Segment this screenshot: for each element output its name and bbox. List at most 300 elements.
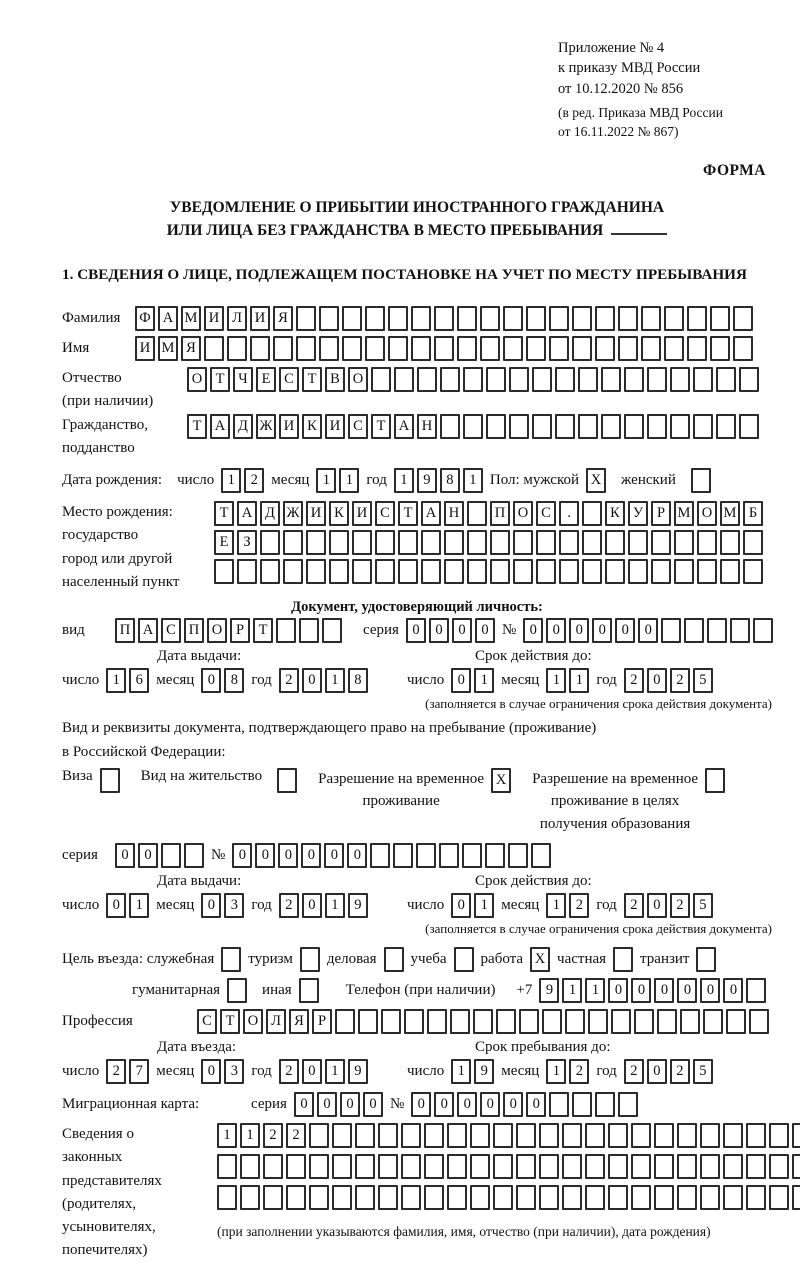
char-cell[interactable]: 1 <box>394 468 414 493</box>
char-cell[interactable] <box>677 1185 697 1210</box>
char-cell[interactable]: Я <box>273 306 293 331</box>
char-cell[interactable] <box>705 768 725 793</box>
char-cell[interactable] <box>434 336 454 361</box>
char-cell[interactable] <box>769 1185 789 1210</box>
char-cell[interactable]: 2 <box>624 668 644 693</box>
char-cell[interactable]: X <box>530 947 550 972</box>
char-cell[interactable] <box>378 1154 398 1179</box>
char-cell[interactable] <box>384 947 404 972</box>
char-cell[interactable]: 8 <box>440 468 460 493</box>
char-cell[interactable] <box>447 1123 467 1148</box>
char-cell[interactable] <box>743 530 763 555</box>
char-cell[interactable]: 2 <box>286 1123 306 1148</box>
char-cell[interactable] <box>555 414 575 439</box>
char-cell[interactable]: 0 <box>647 668 667 693</box>
char-cell[interactable] <box>565 1009 585 1034</box>
char-cell[interactable] <box>661 618 681 643</box>
char-cell[interactable] <box>486 414 506 439</box>
char-cell[interactable] <box>572 306 592 331</box>
char-cell[interactable] <box>424 1123 444 1148</box>
char-cell[interactable]: О <box>697 501 717 526</box>
char-cell[interactable] <box>388 336 408 361</box>
char-cell[interactable]: 0 <box>631 978 651 1003</box>
char-cell[interactable] <box>680 1009 700 1034</box>
char-cell[interactable]: К <box>329 501 349 526</box>
char-cell[interactable] <box>549 306 569 331</box>
char-cell[interactable]: 0 <box>434 1092 454 1117</box>
char-cell[interactable] <box>100 768 120 793</box>
char-cell[interactable] <box>463 414 483 439</box>
char-cell[interactable] <box>329 559 349 584</box>
char-cell[interactable]: X <box>586 468 606 493</box>
char-cell[interactable] <box>486 367 506 392</box>
char-cell[interactable] <box>716 367 736 392</box>
char-cell[interactable] <box>753 618 773 643</box>
char-cell[interactable]: И <box>204 306 224 331</box>
char-cell[interactable]: 8 <box>224 668 244 693</box>
char-cell[interactable]: 5 <box>693 1059 713 1084</box>
char-cell[interactable] <box>531 843 551 868</box>
char-cell[interactable] <box>647 367 667 392</box>
char-cell[interactable] <box>463 367 483 392</box>
char-cell[interactable]: А <box>421 501 441 526</box>
char-cell[interactable]: О <box>207 618 227 643</box>
char-cell[interactable]: Ж <box>256 414 276 439</box>
char-cell[interactable] <box>332 1154 352 1179</box>
char-cell[interactable]: Д <box>233 414 253 439</box>
char-cell[interactable]: О <box>348 367 368 392</box>
char-cell[interactable] <box>404 1009 424 1034</box>
char-cell[interactable] <box>513 559 533 584</box>
char-cell[interactable]: 0 <box>677 978 697 1003</box>
char-cell[interactable] <box>496 1009 516 1034</box>
char-cell[interactable] <box>700 1185 720 1210</box>
char-cell[interactable]: Е <box>214 530 234 555</box>
char-cell[interactable]: 0 <box>569 618 589 643</box>
char-cell[interactable]: Я <box>289 1009 309 1034</box>
char-cell[interactable] <box>674 559 694 584</box>
char-cell[interactable]: 0 <box>201 1059 221 1084</box>
char-cell[interactable] <box>306 530 326 555</box>
char-cell[interactable]: О <box>187 367 207 392</box>
char-cell[interactable] <box>355 1185 375 1210</box>
char-cell[interactable] <box>161 843 181 868</box>
char-cell[interactable] <box>184 843 204 868</box>
char-cell[interactable] <box>493 1185 513 1210</box>
char-cell[interactable] <box>217 1154 237 1179</box>
char-cell[interactable] <box>743 559 763 584</box>
char-cell[interactable] <box>493 1154 513 1179</box>
char-cell[interactable] <box>467 559 487 584</box>
char-cell[interactable]: Н <box>417 414 437 439</box>
char-cell[interactable] <box>519 1009 539 1034</box>
char-cell[interactable] <box>503 306 523 331</box>
char-cell[interactable] <box>434 306 454 331</box>
char-cell[interactable]: 0 <box>115 843 135 868</box>
char-cell[interactable] <box>605 530 625 555</box>
char-cell[interactable] <box>393 843 413 868</box>
char-cell[interactable] <box>283 530 303 555</box>
char-cell[interactable] <box>641 306 661 331</box>
char-cell[interactable] <box>378 1185 398 1210</box>
char-cell[interactable]: 1 <box>129 893 149 918</box>
char-cell[interactable] <box>335 1009 355 1034</box>
char-cell[interactable]: 0 <box>526 1092 546 1117</box>
char-cell[interactable] <box>480 336 500 361</box>
char-cell[interactable] <box>375 530 395 555</box>
char-cell[interactable] <box>697 559 717 584</box>
char-cell[interactable]: М <box>720 501 740 526</box>
char-cell[interactable] <box>746 1123 766 1148</box>
char-cell[interactable]: 0 <box>451 668 471 693</box>
char-cell[interactable]: 1 <box>474 668 494 693</box>
char-cell[interactable]: И <box>325 414 345 439</box>
char-cell[interactable] <box>628 559 648 584</box>
char-cell[interactable]: 0 <box>363 1092 383 1117</box>
char-cell[interactable] <box>237 559 257 584</box>
char-cell[interactable] <box>687 336 707 361</box>
char-cell[interactable]: 0 <box>615 618 635 643</box>
char-cell[interactable] <box>536 559 556 584</box>
char-cell[interactable]: З <box>237 530 257 555</box>
char-cell[interactable] <box>532 367 552 392</box>
char-cell[interactable] <box>703 1009 723 1034</box>
char-cell[interactable] <box>654 1185 674 1210</box>
char-cell[interactable] <box>260 559 280 584</box>
char-cell[interactable] <box>578 414 598 439</box>
char-cell[interactable] <box>227 336 247 361</box>
char-cell[interactable] <box>217 1185 237 1210</box>
char-cell[interactable]: 2 <box>670 668 690 693</box>
char-cell[interactable]: Р <box>651 501 671 526</box>
char-cell[interactable]: Ч <box>233 367 253 392</box>
char-cell[interactable] <box>631 1154 651 1179</box>
char-cell[interactable] <box>424 1185 444 1210</box>
char-cell[interactable] <box>378 1123 398 1148</box>
char-cell[interactable]: С <box>197 1009 217 1034</box>
char-cell[interactable] <box>536 530 556 555</box>
char-cell[interactable]: 0 <box>324 843 344 868</box>
char-cell[interactable] <box>342 336 362 361</box>
char-cell[interactable]: 2 <box>279 1059 299 1084</box>
char-cell[interactable]: 9 <box>348 1059 368 1084</box>
char-cell[interactable]: О <box>513 501 533 526</box>
char-cell[interactable] <box>733 306 753 331</box>
char-cell[interactable] <box>618 1092 638 1117</box>
char-cell[interactable] <box>601 414 621 439</box>
char-cell[interactable]: 0 <box>138 843 158 868</box>
char-cell[interactable]: 9 <box>474 1059 494 1084</box>
char-cell[interactable]: 5 <box>693 668 713 693</box>
char-cell[interactable] <box>624 414 644 439</box>
char-cell[interactable] <box>562 1123 582 1148</box>
char-cell[interactable]: 1 <box>325 668 345 693</box>
char-cell[interactable]: 0 <box>451 893 471 918</box>
char-cell[interactable] <box>572 336 592 361</box>
char-cell[interactable]: 0 <box>723 978 743 1003</box>
char-cell[interactable]: 3 <box>224 893 244 918</box>
char-cell[interactable] <box>467 501 487 526</box>
char-cell[interactable] <box>398 530 418 555</box>
char-cell[interactable]: 5 <box>693 893 713 918</box>
char-cell[interactable]: Б <box>743 501 763 526</box>
char-cell[interactable] <box>424 1154 444 1179</box>
char-cell[interactable] <box>664 336 684 361</box>
char-cell[interactable] <box>355 1154 375 1179</box>
char-cell[interactable] <box>526 336 546 361</box>
char-cell[interactable] <box>227 978 247 1003</box>
char-cell[interactable] <box>739 414 759 439</box>
char-cell[interactable]: 0 <box>340 1092 360 1117</box>
char-cell[interactable]: 0 <box>201 668 221 693</box>
char-cell[interactable]: 8 <box>348 668 368 693</box>
char-cell[interactable] <box>332 1123 352 1148</box>
char-cell[interactable] <box>532 414 552 439</box>
char-cell[interactable] <box>654 1154 674 1179</box>
char-cell[interactable] <box>490 559 510 584</box>
char-cell[interactable] <box>509 367 529 392</box>
char-cell[interactable]: 2 <box>670 893 690 918</box>
char-cell[interactable]: 3 <box>224 1059 244 1084</box>
char-cell[interactable]: 2 <box>624 1059 644 1084</box>
char-cell[interactable] <box>651 559 671 584</box>
char-cell[interactable] <box>582 501 602 526</box>
char-cell[interactable] <box>601 367 621 392</box>
char-cell[interactable]: 0 <box>278 843 298 868</box>
char-cell[interactable] <box>700 1154 720 1179</box>
char-cell[interactable]: 0 <box>475 618 495 643</box>
char-cell[interactable] <box>634 1009 654 1034</box>
char-cell[interactable] <box>457 306 477 331</box>
char-cell[interactable] <box>723 1123 743 1148</box>
char-cell[interactable]: К <box>605 501 625 526</box>
char-cell[interactable] <box>416 843 436 868</box>
char-cell[interactable]: 0 <box>302 1059 322 1084</box>
char-cell[interactable] <box>309 1123 329 1148</box>
char-cell[interactable] <box>707 618 727 643</box>
char-cell[interactable] <box>355 1123 375 1148</box>
char-cell[interactable]: 1 <box>474 893 494 918</box>
char-cell[interactable] <box>542 1009 562 1034</box>
char-cell[interactable]: 1 <box>569 668 589 693</box>
char-cell[interactable] <box>716 414 736 439</box>
char-cell[interactable] <box>697 530 717 555</box>
char-cell[interactable] <box>470 1154 490 1179</box>
char-cell[interactable] <box>516 1123 536 1148</box>
char-cell[interactable] <box>691 468 711 493</box>
char-cell[interactable]: 0 <box>608 978 628 1003</box>
char-cell[interactable] <box>559 559 579 584</box>
char-cell[interactable] <box>710 306 730 331</box>
char-cell[interactable] <box>352 530 372 555</box>
char-cell[interactable]: 0 <box>294 1092 314 1117</box>
char-cell[interactable] <box>611 1009 631 1034</box>
char-cell[interactable]: 1 <box>325 1059 345 1084</box>
char-cell[interactable] <box>539 1154 559 1179</box>
char-cell[interactable] <box>394 367 414 392</box>
char-cell[interactable]: 0 <box>503 1092 523 1117</box>
char-cell[interactable] <box>240 1154 260 1179</box>
char-cell[interactable]: М <box>181 306 201 331</box>
char-cell[interactable]: 0 <box>523 618 543 643</box>
char-cell[interactable] <box>365 336 385 361</box>
char-cell[interactable]: 1 <box>240 1123 260 1148</box>
char-cell[interactable] <box>562 1185 582 1210</box>
char-cell[interactable] <box>572 1092 592 1117</box>
char-cell[interactable] <box>516 1154 536 1179</box>
char-cell[interactable] <box>513 530 533 555</box>
char-cell[interactable] <box>730 618 750 643</box>
char-cell[interactable] <box>417 367 437 392</box>
char-cell[interactable]: 2 <box>569 893 589 918</box>
char-cell[interactable]: 1 <box>221 468 241 493</box>
char-cell[interactable]: Р <box>230 618 250 643</box>
char-cell[interactable] <box>332 1185 352 1210</box>
char-cell[interactable] <box>329 530 349 555</box>
char-cell[interactable] <box>263 1185 283 1210</box>
char-cell[interactable] <box>769 1154 789 1179</box>
char-cell[interactable] <box>421 530 441 555</box>
char-cell[interactable] <box>276 618 296 643</box>
char-cell[interactable]: 0 <box>232 843 252 868</box>
char-cell[interactable] <box>296 306 316 331</box>
char-cell[interactable] <box>309 1185 329 1210</box>
char-cell[interactable] <box>508 843 528 868</box>
char-cell[interactable] <box>670 367 690 392</box>
char-cell[interactable] <box>585 1154 605 1179</box>
char-cell[interactable]: Р <box>312 1009 332 1034</box>
char-cell[interactable] <box>300 947 320 972</box>
char-cell[interactable] <box>631 1185 651 1210</box>
char-cell[interactable]: К <box>302 414 322 439</box>
char-cell[interactable]: 1 <box>339 468 359 493</box>
char-cell[interactable] <box>733 336 753 361</box>
char-cell[interactable] <box>447 1154 467 1179</box>
char-cell[interactable] <box>696 947 716 972</box>
char-cell[interactable]: 2 <box>279 893 299 918</box>
char-cell[interactable] <box>309 1154 329 1179</box>
char-cell[interactable] <box>641 336 661 361</box>
char-cell[interactable] <box>263 1154 283 1179</box>
char-cell[interactable]: С <box>348 414 368 439</box>
char-cell[interactable] <box>647 414 667 439</box>
char-cell[interactable]: С <box>161 618 181 643</box>
char-cell[interactable] <box>723 1185 743 1210</box>
char-cell[interactable] <box>371 367 391 392</box>
char-cell[interactable] <box>710 336 730 361</box>
char-cell[interactable] <box>470 1123 490 1148</box>
char-cell[interactable] <box>352 559 372 584</box>
char-cell[interactable]: X <box>491 768 511 793</box>
char-cell[interactable] <box>792 1185 800 1210</box>
char-cell[interactable]: 1 <box>217 1123 237 1148</box>
char-cell[interactable]: Т <box>302 367 322 392</box>
char-cell[interactable] <box>286 1185 306 1210</box>
char-cell[interactable]: 1 <box>451 1059 471 1084</box>
char-cell[interactable] <box>286 1154 306 1179</box>
char-cell[interactable] <box>562 1154 582 1179</box>
char-cell[interactable]: 2 <box>244 468 264 493</box>
char-cell[interactable] <box>595 306 615 331</box>
char-cell[interactable] <box>624 367 644 392</box>
char-cell[interactable] <box>792 1154 800 1179</box>
char-cell[interactable] <box>375 559 395 584</box>
char-cell[interactable]: 7 <box>129 1059 149 1084</box>
char-cell[interactable] <box>723 1154 743 1179</box>
char-cell[interactable] <box>358 1009 378 1034</box>
char-cell[interactable] <box>398 559 418 584</box>
char-cell[interactable] <box>509 414 529 439</box>
char-cell[interactable] <box>427 1009 447 1034</box>
char-cell[interactable] <box>503 336 523 361</box>
char-cell[interactable]: У <box>628 501 648 526</box>
char-cell[interactable] <box>440 367 460 392</box>
char-cell[interactable] <box>490 530 510 555</box>
char-cell[interactable]: 0 <box>429 618 449 643</box>
char-cell[interactable] <box>306 559 326 584</box>
char-cell[interactable] <box>605 559 625 584</box>
char-cell[interactable]: П <box>490 501 510 526</box>
char-cell[interactable] <box>473 1009 493 1034</box>
char-cell[interactable]: . <box>559 501 579 526</box>
char-cell[interactable] <box>559 530 579 555</box>
char-cell[interactable] <box>651 530 671 555</box>
char-cell[interactable] <box>204 336 224 361</box>
char-cell[interactable]: 0 <box>638 618 658 643</box>
char-cell[interactable] <box>421 559 441 584</box>
char-cell[interactable]: М <box>674 501 694 526</box>
char-cell[interactable]: А <box>237 501 257 526</box>
char-cell[interactable] <box>365 306 385 331</box>
char-cell[interactable] <box>485 843 505 868</box>
char-cell[interactable]: 2 <box>569 1059 589 1084</box>
char-cell[interactable] <box>411 336 431 361</box>
char-cell[interactable] <box>539 1123 559 1148</box>
char-cell[interactable] <box>277 768 297 793</box>
char-cell[interactable]: 0 <box>106 893 126 918</box>
char-cell[interactable] <box>578 367 598 392</box>
char-cell[interactable] <box>549 1092 569 1117</box>
char-cell[interactable]: Т <box>210 367 230 392</box>
char-cell[interactable] <box>470 1185 490 1210</box>
char-cell[interactable] <box>720 530 740 555</box>
char-cell[interactable]: Т <box>220 1009 240 1034</box>
char-cell[interactable]: 2 <box>106 1059 126 1084</box>
char-cell[interactable]: 0 <box>647 893 667 918</box>
char-cell[interactable]: И <box>250 306 270 331</box>
char-cell[interactable] <box>749 1009 769 1034</box>
char-cell[interactable] <box>631 1123 651 1148</box>
char-cell[interactable] <box>370 843 390 868</box>
char-cell[interactable]: В <box>325 367 345 392</box>
char-cell[interactable]: А <box>138 618 158 643</box>
char-cell[interactable]: 0 <box>457 1092 477 1117</box>
char-cell[interactable] <box>454 947 474 972</box>
char-cell[interactable] <box>221 947 241 972</box>
char-cell[interactable] <box>657 1009 677 1034</box>
char-cell[interactable]: 0 <box>347 843 367 868</box>
char-cell[interactable]: А <box>158 306 178 331</box>
char-cell[interactable] <box>493 1123 513 1148</box>
char-cell[interactable]: 0 <box>452 618 472 643</box>
char-cell[interactable] <box>613 947 633 972</box>
char-cell[interactable] <box>618 336 638 361</box>
char-cell[interactable] <box>388 306 408 331</box>
char-cell[interactable] <box>792 1123 800 1148</box>
char-cell[interactable]: 1 <box>106 668 126 693</box>
char-cell[interactable] <box>677 1154 697 1179</box>
char-cell[interactable] <box>342 306 362 331</box>
